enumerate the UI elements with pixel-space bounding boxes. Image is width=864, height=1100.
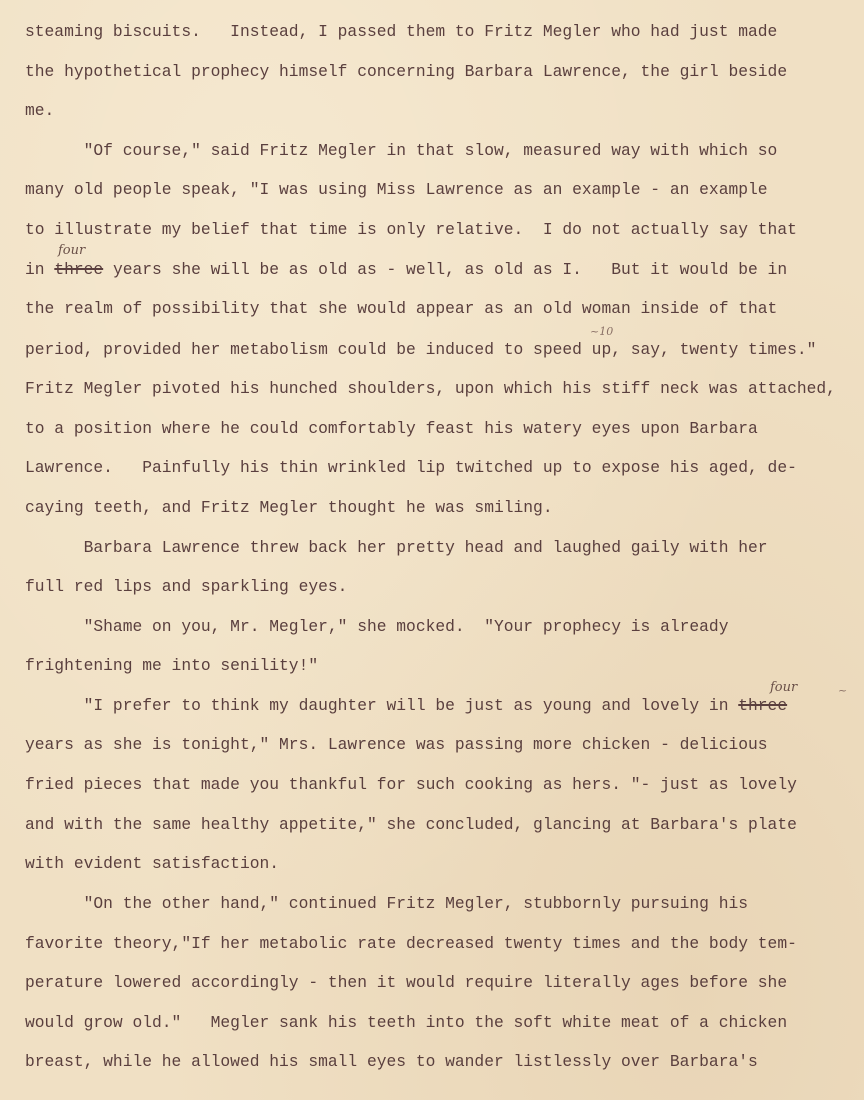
text-line-7 <box>25 260 787 280</box>
text-line-19: years as she is tonight," Mrs. Lawrence was passing more chicken - delicious <box>25 735 768 754</box>
handwritten-insertion: four <box>770 680 798 695</box>
text-line-5: many old people speak, "I was using Miss Lawrence as an example - an example <box>25 180 768 199</box>
text-line-12: Lawrence. Painfully his thin wrinkled lip twitched up to expose his aged, de- <box>25 458 797 477</box>
text-line-14: Barbara Lawrence threw back her pretty head and laughed gaily with her <box>25 538 768 557</box>
handwritten-insertion: four <box>58 243 86 258</box>
line-18-pre: "I prefer to think my daughter will be just as young and lovely in <box>25 696 739 715</box>
text-line-6: to illustrate my belief that time is only relative. I do not actually say that <box>25 220 797 239</box>
text-line-27: breast, while he allowed his small eyes to wander listlessly over Barbara's <box>25 1052 758 1071</box>
text-line-9: period, provided her metabolism could be induced to speed up, say, twenty times." <box>25 340 817 359</box>
text-line-25: perature lowered accordingly - then it would require literally ages before she <box>25 973 788 992</box>
text-line-10: Fritz Megler pivoted his hunched shoulders, upon which his stiff neck was attached, <box>25 379 836 398</box>
text-line-15: full red lips and sparkling eyes. <box>25 577 348 596</box>
text-line-20: fried pieces that made you thankful for such cooking as hers. "- just as lovely <box>25 775 797 794</box>
text-line-4: "Of course," said Fritz Megler in that slow, measured way with which so <box>25 141 778 160</box>
text-line-21: and with the same healthy appetite," she concluded, glancing at Barbara's plate <box>25 815 797 834</box>
text-line-23: "On the other hand," continued Fritz Megler, stubbornly pursuing his <box>25 894 749 913</box>
line-7-pre: in <box>25 260 55 279</box>
text-line-2: the hypothetical prophecy himself concerning Barbara Lawrence, the girl beside <box>25 62 788 81</box>
text-line-17: frightening me into senility!" <box>25 656 319 675</box>
text-line-26: would grow old." Megler sank his teeth into the soft white meat of a chicken <box>25 1013 788 1032</box>
pencil-mark: ~10 <box>590 325 614 338</box>
text-line-24: favorite theory,"If her metabolic rate decreased twenty times and the body tem- <box>25 934 797 953</box>
text-line-18 <box>25 696 787 716</box>
text-line-8: the realm of possibility that she would appear as an old woman inside of that <box>25 299 778 318</box>
text-line-13: caying teeth, and Fritz Megler thought he was smiling. <box>25 498 553 517</box>
struck-word: three <box>738 696 788 715</box>
text-line-3: me. <box>25 101 55 120</box>
text-line-22: with evident satisfaction. <box>25 854 280 873</box>
pencil-mark: ~ <box>838 684 848 697</box>
struck-word: three <box>54 260 104 279</box>
text-line-16: "Shame on you, Mr. Megler," she mocked. "Your prophecy is already <box>25 617 729 636</box>
text-line-1: steaming biscuits. Instead, I passed them to Fritz Megler who had just made <box>25 22 778 41</box>
text-line-11: to a position where he could comfortably feast his watery eyes upon Barbara <box>25 419 758 438</box>
line-7-post: years she will be as old as - well, as old as I. But it would be in <box>103 260 788 279</box>
